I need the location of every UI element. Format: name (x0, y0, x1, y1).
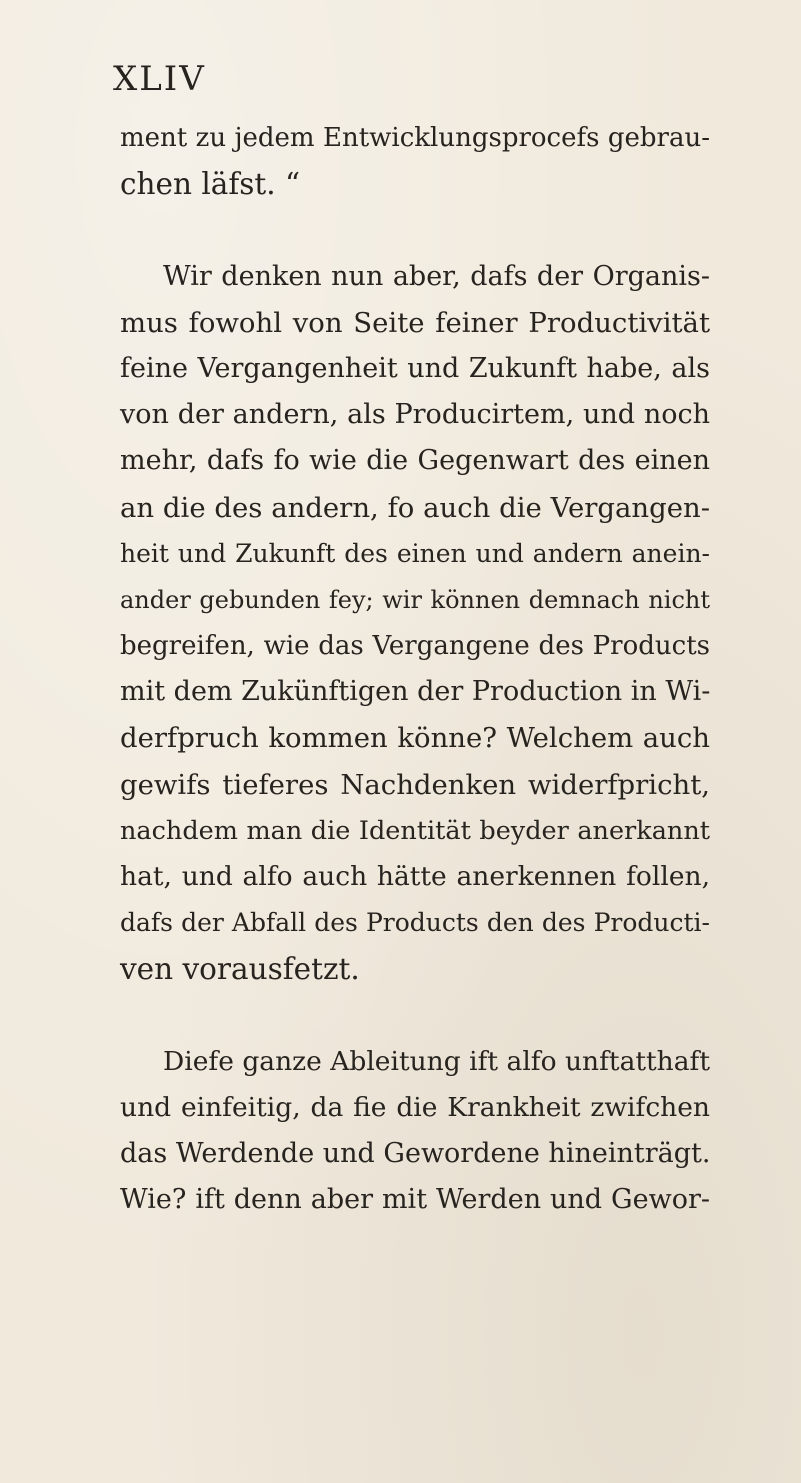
text-line: nachdem man die Identität beyder anerkannt (120, 815, 710, 846)
text-line: mit dem Zukünftigen der Production in Wi- (120, 676, 711, 708)
text-line: feine Vergangenheit und Zukunft habe, als (120, 352, 710, 384)
text-line: hat, und alfo auch hätte anerkennen follen, (120, 861, 710, 892)
text-line: und einfeitig, da fie die Krankheit zwifchen (120, 1091, 710, 1123)
paragraph-gap (120, 993, 710, 1039)
text-line: von der andern, als Producirtem, und noch (120, 399, 710, 431)
paragraph-gap (120, 207, 710, 253)
paragraph-2 (120, 254, 710, 993)
text-line: Diefe ganze Ableitung ift alfo unftatthaft (163, 1045, 710, 1077)
text-line: Wie? ift denn aber mit Werden und Gewor- (120, 1184, 710, 1216)
text-line: gewifs tieferes Nachdenken widerfpricht, (120, 768, 710, 801)
text-line: ander gebunden fey; wir können demnach nicht (120, 585, 710, 614)
text-line: ven vorausfetzt. (120, 952, 360, 987)
paragraph-3 (120, 1039, 710, 1224)
text-line: an die des andern, fo auch die Vergangen- (120, 491, 710, 524)
paragraph-1 (120, 115, 710, 207)
text-line: Wir denken nun aber, dafs der Organis- (163, 260, 710, 292)
text-line: dafs der Abfall des Products den des Producti- (120, 908, 710, 938)
text-line: chen läfst. “ (120, 167, 301, 202)
text-line: ment zu jedem Entwicklungsprocefs gebrau- (120, 123, 710, 153)
text-line: heit und Zukunft des einen und andern anein- (120, 538, 710, 568)
text-line: mehr, dafs fo wie die Gegenwart des einen (120, 445, 710, 477)
text-line: begreifen, wie das Vergangene des Products (120, 631, 710, 662)
text-line: derfpruch kommen könne? Welchem auch (120, 722, 710, 755)
body-text (120, 115, 710, 1224)
text-line: mus fowohl von Seite feiner Productivität (120, 306, 710, 339)
page-number: XLIV (113, 59, 206, 99)
text-line: das Werdende und Gewordene hineinträgt. (120, 1138, 711, 1170)
